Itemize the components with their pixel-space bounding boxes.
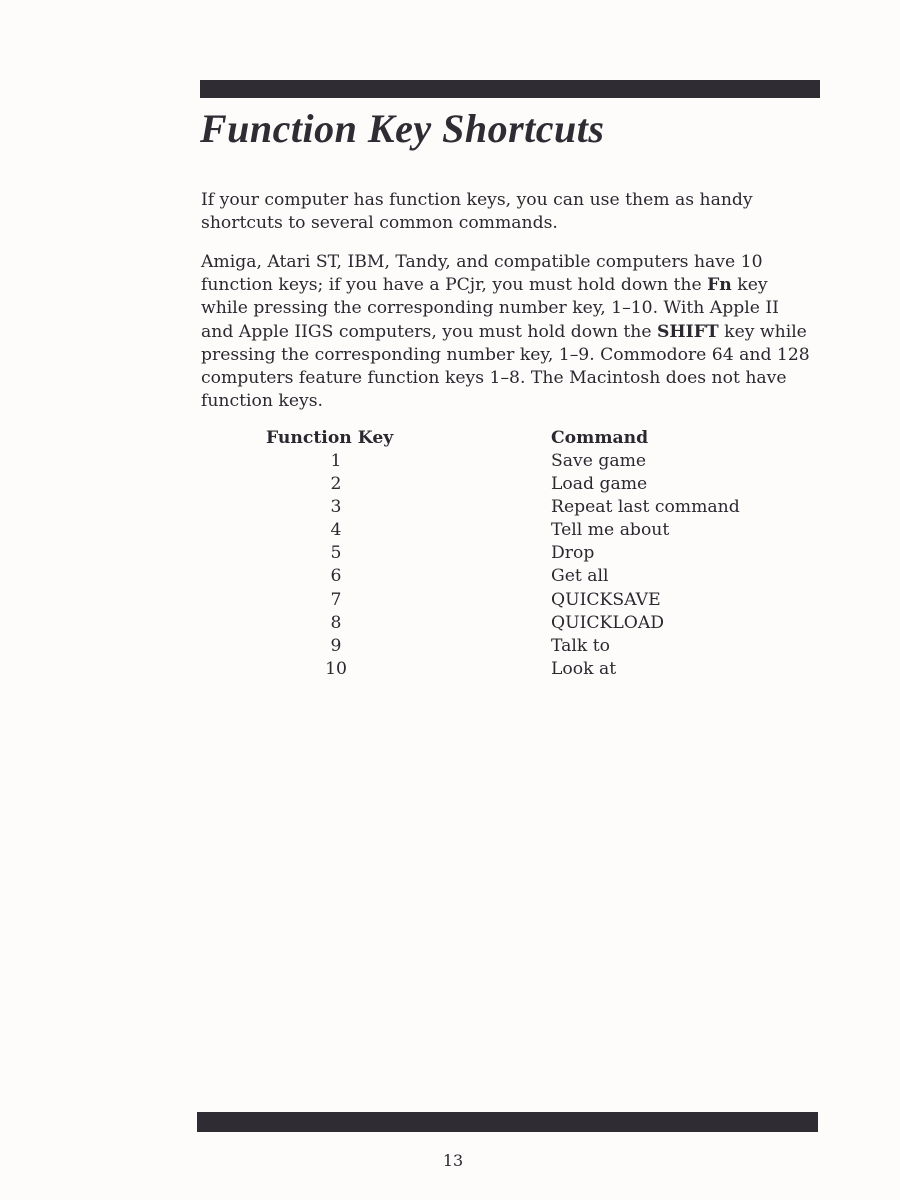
key-cell: 7 [330,589,342,610]
table-row [0,542,900,565]
key-cell: 5 [330,543,342,564]
table-row [0,589,900,612]
paragraph-text: key while pressing the corresponding number key, 1–9. Commodore 64 and 128 computers feature function keys 1–8. The Macintosh does not have function keys. [201,321,810,412]
key-cell: 4 [330,520,342,541]
key-cell: 10 [325,658,347,679]
command-cell: Save game [551,451,647,471]
paragraph-text: Amiga, Atari ST, IBM, Tandy, and compatible computers have 10 function keys; if you have a PCjr, you must hold down the [201,252,763,296]
function-key-header: Function Key [266,428,394,448]
command-cell: Repeat last command [551,497,740,518]
table-row [0,658,900,681]
table-row [0,450,900,473]
top-rule-bar [200,80,820,98]
intro-paragraph: If your computer has function keys, you can use them as handy shortcuts to several common commands. [201,190,753,234]
command-header: Command [551,428,649,448]
table-row [0,565,900,588]
shift-key-label: SHIFT [657,321,719,342]
command-cell: Talk to [551,635,611,656]
table-row [0,635,900,658]
key-cell: 1 [330,451,342,471]
key-cell: 2 [330,474,342,495]
key-cell: 8 [330,612,342,633]
compatibility-paragraph [201,251,811,413]
command-cell: QUICKSAVE [551,589,661,610]
command-cell: Tell me about [551,520,670,541]
page-number: 13 [442,1151,464,1170]
table-row [0,496,900,519]
command-cell: Look at [551,658,617,679]
fn-key-label: Fn [707,275,732,296]
shortcut-table [0,450,900,681]
command-cell: Drop [551,543,595,564]
command-cell: QUICKLOAD [551,612,665,633]
key-cell: 6 [330,566,342,587]
command-cell: Load game [551,474,648,495]
table-row [0,473,900,496]
table-row [0,612,900,635]
page-title: Function Key Shortcuts [200,106,605,151]
key-cell: 9 [330,635,342,656]
key-cell: 3 [330,497,342,518]
table-row [0,519,900,542]
paragraph-text: key while pressing the corresponding number key, 1–10. With Apple II and Apple IIGS computers, you must hold down the [201,275,779,342]
command-cell: Get all [551,566,609,587]
bottom-rule-bar [197,1112,818,1132]
